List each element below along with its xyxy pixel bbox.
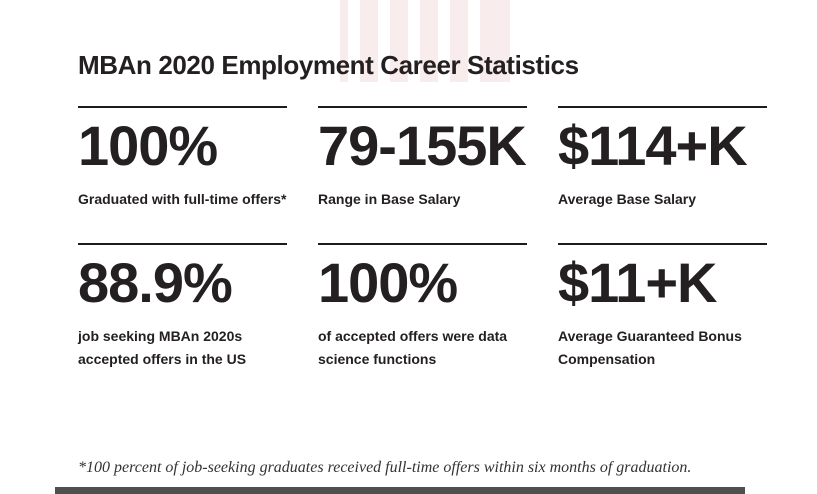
- stat-label: Average Base Salary: [558, 191, 697, 207]
- stat-label: of accepted offers were data science functions: [318, 328, 508, 368]
- stat-value: 88.9%: [78, 251, 232, 315]
- stat-card-us-offers: [78, 243, 287, 371]
- stat-card-salary-range: [318, 106, 527, 211]
- stat-value: $11+K: [558, 251, 717, 315]
- stat-value: 100%: [78, 114, 218, 177]
- stat-card-data-science: [318, 243, 527, 371]
- stat-card-graduated: [78, 106, 287, 211]
- stat-value: 100%: [318, 251, 458, 315]
- stat-value: 79-155K: [318, 114, 526, 177]
- horizontal-scrollbar-thumb[interactable]: [55, 487, 745, 494]
- stat-label: Graduated with full-time offers*: [78, 191, 287, 207]
- stats-grid: [78, 106, 798, 371]
- stat-label: Range in Base Salary: [318, 191, 461, 207]
- stat-value: $114+K: [558, 114, 747, 177]
- stat-label: Average Guaranteed Bonus Compensation: [558, 328, 742, 368]
- stat-card-average-salary: [558, 106, 767, 211]
- footnote: *100 percent of job-seeking graduates received full-time offers within six months of graduation.: [78, 459, 692, 476]
- stat-label: job seeking MBAn 2020s accepted offers in the US: [78, 328, 247, 368]
- stat-card-bonus: [558, 243, 767, 371]
- page-title: MBAn 2020 Employment Career Statistics: [78, 50, 579, 80]
